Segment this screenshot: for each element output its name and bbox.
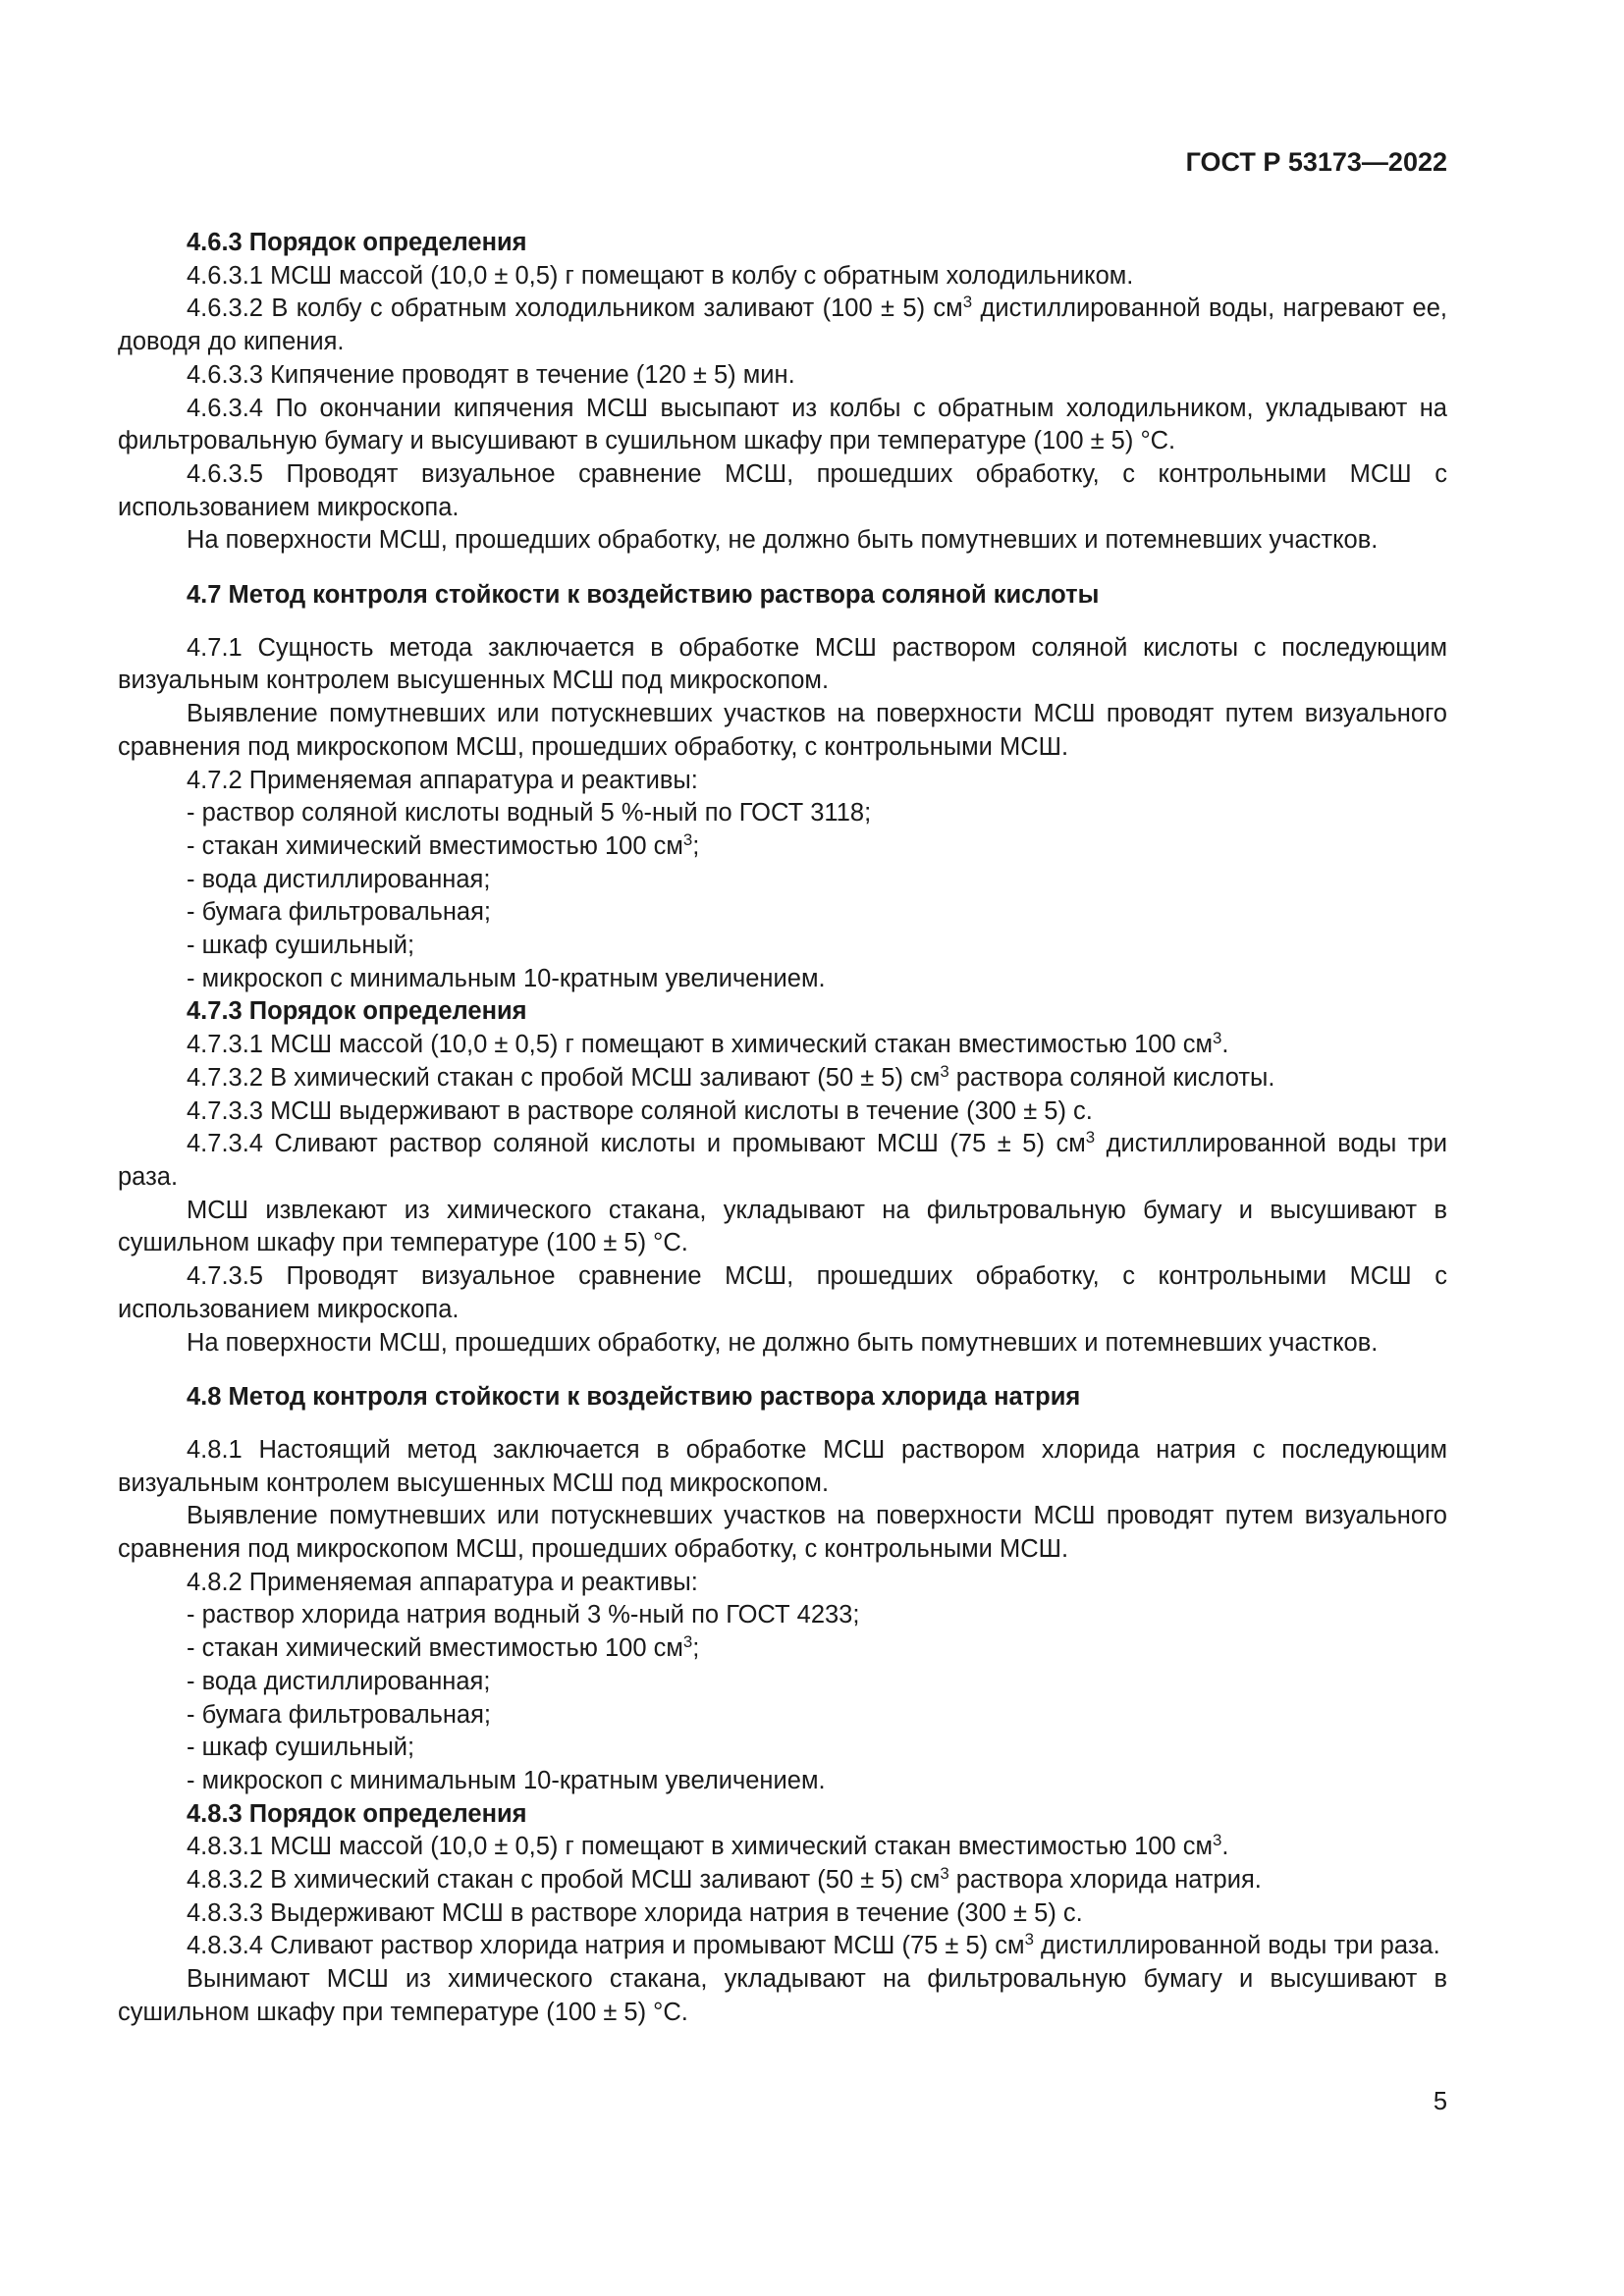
- list-item: - шкаф сушильный;: [187, 1734, 415, 1762]
- paragraph: 4.6.3.5 Проводят визуальное сравнение МСШ, прошедших обработку, с контрольными МСШ с использованием микроскопа.: [118, 459, 1447, 521]
- paragraph: 4.8.3.3 Выдерживают МСШ в растворе хлорида натрия в течение (300 ± 5) с.: [187, 1898, 1083, 1927]
- paragraph: Выявление помутневших или потускневших участков на поверхности МСШ проводят путем визуального сравнения под микроскопом МСШ, прошедших обработку, с контрольными МСШ.: [118, 700, 1447, 761]
- paragraph: 4.7.3.3 МСШ выдерживают в растворе соляной кислоты в течение (300 ± 5) с.: [187, 1096, 1093, 1125]
- list-item: - вода дистиллированная;: [187, 1667, 491, 1695]
- paragraph: 4.7.2 Применяемая аппаратура и реактивы:: [187, 766, 698, 794]
- list-item: - стакан химический вместимостью 100 $см^3$;: [187, 1631, 700, 1663]
- subsection-heading: 4.7.3 Порядок определения: [187, 997, 527, 1026]
- section-heading: 4.7 Метод контроля стойкости к воздействию раствора соляной кислоты: [187, 581, 1100, 610]
- document-body: [118, 227, 1447, 2030]
- paragraph: 4.8.2 Применяемая аппаратура и реактивы:: [187, 1568, 698, 1596]
- paragraph: 4.7.3.5 Проводят визуальное сравнение МСШ, прошедших обработку, с контрольными МСШ с использованием микроскопа.: [118, 1262, 1447, 1323]
- paragraph: 4.6.3.4 По окончании кипячения МСШ высыпают из колбы с обратным холодильником, укладывают на фильтровальную бумагу и высушивают в сушильном шкафу при температуре (100 ± 5) °С.: [118, 394, 1447, 455]
- paragraph: Вынимают МСШ из химического стакана, укладывают на фильтровальную бумагу и высушивают в сушильном шкафу при температуре (100 ± 5) °С.: [118, 1965, 1447, 2026]
- list-item: - раствор хлорида натрия водный 3 %-ный по ГОСТ 4233;: [187, 1601, 860, 1629]
- page-number: 5: [1433, 2088, 1447, 2115]
- list-item: - бумага фильтровальная;: [187, 898, 492, 927]
- paragraph: 4.6.3.2 В колбу с обратным холодильником заливают (100 ± 5) $см^3$ дистиллированной воды, нагревают ее, доводя до кипения.: [118, 293, 1447, 356]
- paragraph: 4.8.3.1 МСШ массой (10,0 ± 0,5) г помещают в химический стакан вместимостью 100 $см^3$.: [187, 1831, 1229, 1861]
- list-item: - стакан химический вместимостью 100 $см^3$;: [187, 829, 700, 860]
- paragraph: 4.8.3.4 Сливают раствор хлорида натрия и промывают МСШ (75 ± 5) $см^3$ дистиллированной воды три раза.: [187, 1930, 1440, 1960]
- paragraph: 4.8.3.2 В химический стакан с пробой МСШ заливают (50 ± 5) $см^3$ раствора хлорида натрия.: [187, 1863, 1262, 1895]
- paragraph: 4.7.3.1 МСШ массой (10,0 ± 0,5) г помещают в химический стакан вместимостью 100 $см^3$.: [187, 1028, 1229, 1059]
- paragraph: Выявление помутневших или потускневших участков на поверхности МСШ проводят путем визуального сравнения под микроскопом МСШ, прошедших обработку, с контрольными МСШ.: [118, 1502, 1447, 1564]
- subsection-heading: 4.6.3 Порядок определения: [187, 229, 527, 256]
- paragraph: 4.7.3.2 В химический стакан с пробой МСШ заливают (50 ± 5) $см^3$ раствора соляной кислоты.: [187, 1061, 1275, 1092]
- list-item: - шкаф сушильный;: [187, 932, 415, 960]
- paragraph: 4.7.1 Сущность метода заключается в обработке МСШ раствором соляной кислоты с последующим визуальным контролем высушенных МСШ под микроскопом.: [118, 633, 1447, 695]
- list-item: - раствор соляной кислоты водный 5 %-ный по ГОСТ 3118;: [187, 799, 872, 828]
- section-heading: 4.8 Метод контроля стойкости к воздействию раствора хлорида натрия: [187, 1383, 1081, 1412]
- paragraph: На поверхности МСШ, прошедших обработку, не должно быть помутневших и потемневших участков.: [187, 1328, 1379, 1357]
- list-item: - бумага фильтровальная;: [187, 1700, 492, 1729]
- subsection-heading: 4.8.3 Порядок определения: [187, 1799, 527, 1828]
- paragraph: 4.8.1 Настоящий метод заключается в обработке МСШ раствором хлорида натрия с последующим визуальным контролем высушенных МСШ под микроскопом.: [118, 1435, 1447, 1497]
- list-item: - микроскоп с минимальным 10-кратным увеличением.: [187, 964, 826, 992]
- paragraph: На поверхности МСШ, прошедших обработку, не должно быть помутневших и потемневших участков.: [187, 526, 1379, 555]
- paragraph: 4.6.3.1 МСШ массой (10,0 ± 0,5) г помещают в колбу с обратным холодильником.: [187, 261, 1134, 290]
- paragraph: МСШ извлекают из химического стакана, укладывают на фильтровальную бумагу и высушивают в сушильном шкафу при температуре (100 ± 5) °С.: [118, 1196, 1447, 1257]
- list-item: - микроскоп с минимальным 10-кратным увеличением.: [187, 1766, 826, 1794]
- document-code-header: ГОСТ Р 53173—2022: [1185, 147, 1447, 177]
- paragraph: 4.7.3.4 Сливают раствор соляной кислоты и промывают МСШ (75 ± 5) $см^3$ дистиллированной воды три раза.: [118, 1128, 1447, 1191]
- paragraph: 4.6.3.3 Кипячение проводят в течение (120 ± 5) мин.: [187, 360, 795, 389]
- list-item: - вода дистиллированная;: [187, 865, 491, 893]
